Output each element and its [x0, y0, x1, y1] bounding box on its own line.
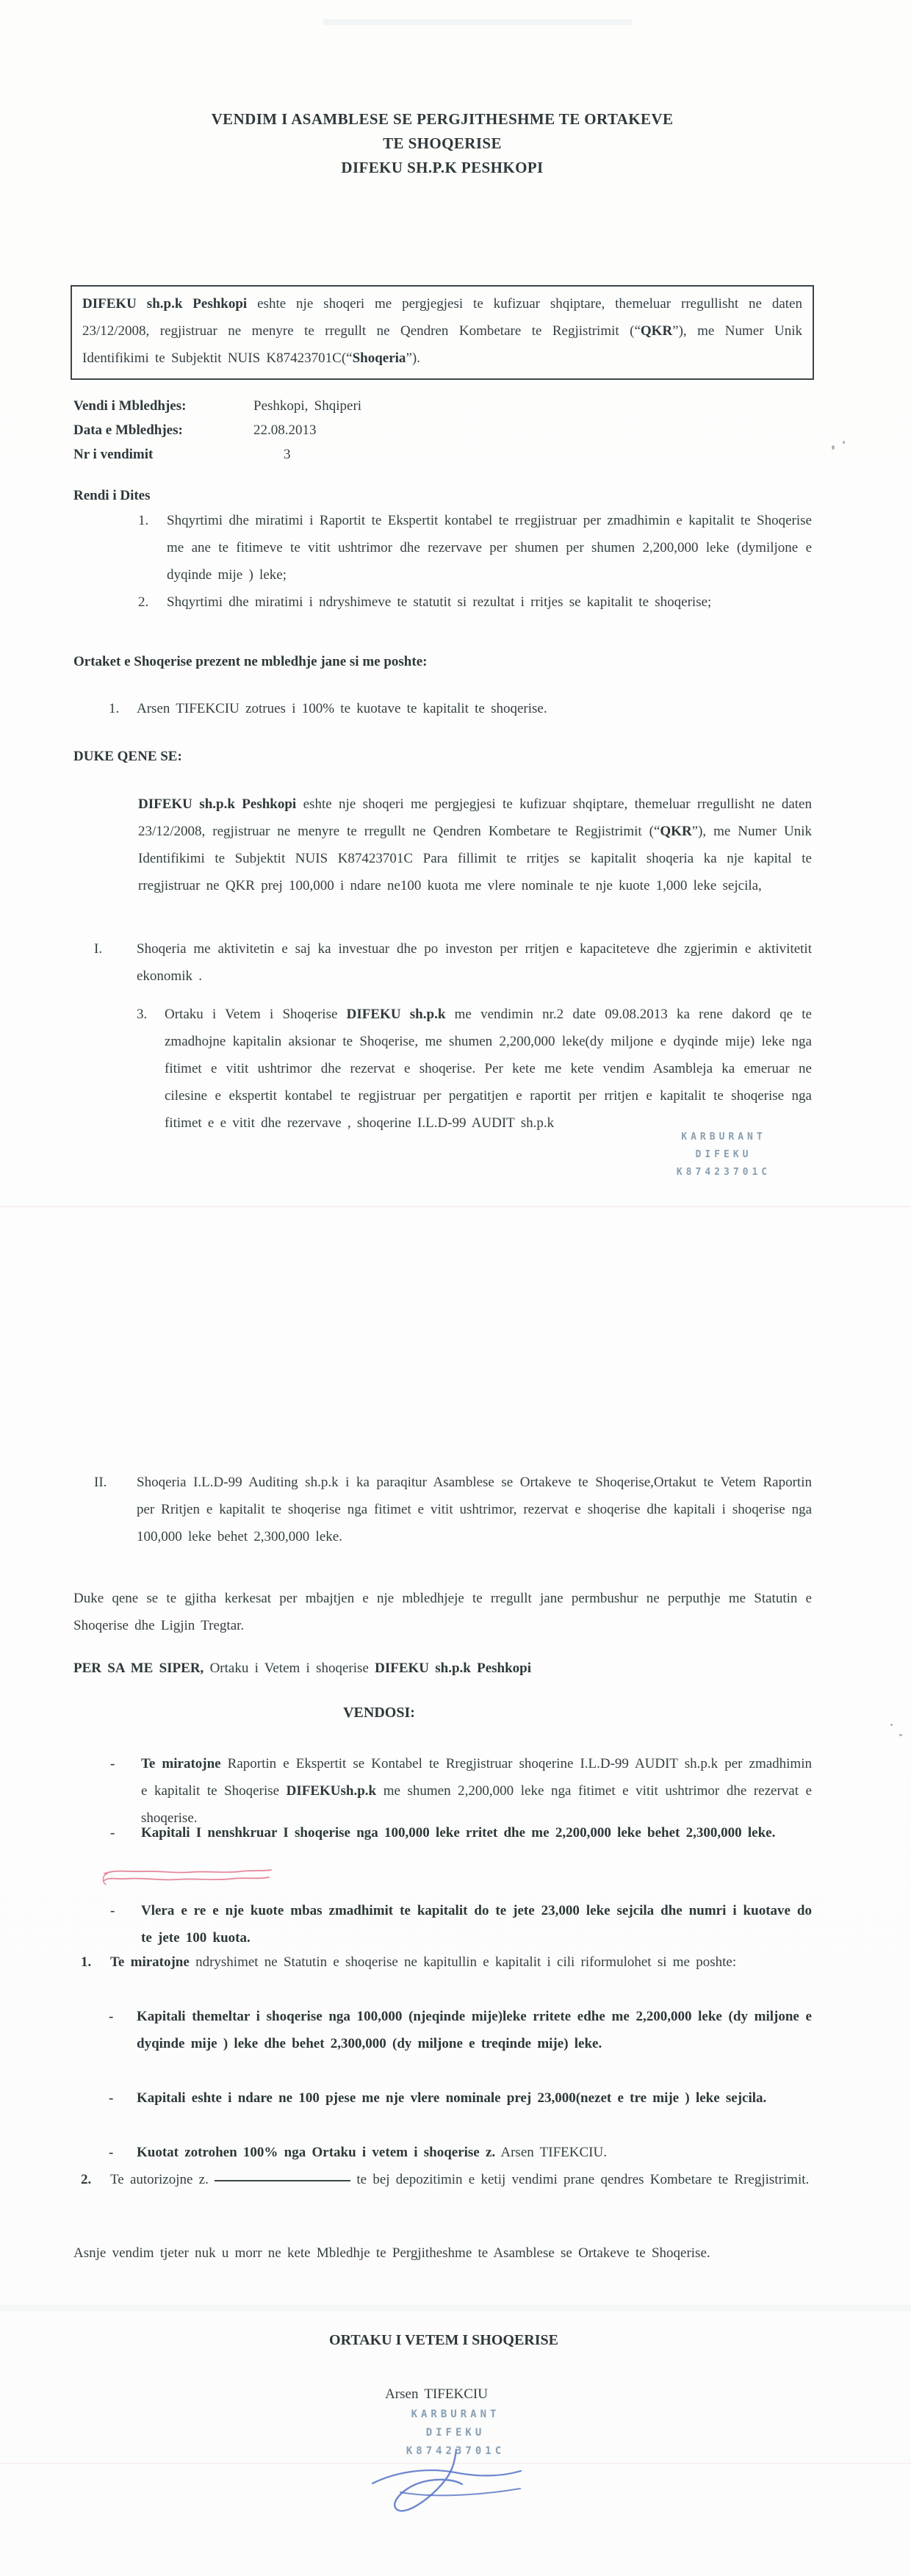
signatory-role-heading: ORTAKU I VETEM I SHOQERISE	[329, 2332, 558, 2348]
partner-item-number: 1.	[109, 701, 120, 716]
partners-heading: Ortaket e Shoqerise prezent ne mbledhje jane si me poshte:	[73, 654, 428, 669]
meeting-venue-value: Peshkopi, Shqiperi	[253, 398, 362, 414]
whereas-text-2: ”), me Numer Unik Identifikimi te Subjektit NUIS K87423701C Para fillimit te rritjes se kapitalit shoqeria ka nje kapital te rregjistruar ne QKR prej 100,000 i ndare ne100 kuota me vlere nominale te nje kuote 1,000 leke sejcila,	[138, 824, 813, 893]
meeting-venue-label: Vendi i Mbledhjes:	[73, 398, 187, 414]
whereas-item-3-text	[165, 1001, 812, 1137]
meeting-date-label: Data e Mbledhjes:	[73, 422, 183, 438]
decision-item-3-bullet: -	[110, 1903, 115, 1918]
document-title-line3: DIFEKU SH.P.K PESHKOPI	[341, 159, 544, 176]
meeting-date-value: 22.08.2013	[253, 422, 317, 438]
whereas-item-3-seg1: Ortaku i Vetem i Shoqerise	[165, 1007, 347, 1022]
scan-artifact-band	[0, 2305, 911, 2311]
whereas-item-3	[137, 1001, 812, 1137]
partner-item-text: Arsen TIFEKCIU zotrues i 100% te kuotave te kapitalit te shoqerise.	[137, 701, 547, 716]
whereas-company-bold: DIFEKU sh.p.k Peshkopi	[138, 796, 297, 812]
authorized-person-blank-line	[215, 2180, 350, 2181]
resolution-intro	[73, 1655, 812, 1682]
decision-item-2-bullet: -	[110, 1825, 115, 1841]
scan-speck	[832, 445, 835, 450]
whereas-qkr-bold: QKR	[660, 824, 692, 839]
qkr-abbrev-bold: QKR	[640, 323, 673, 339]
company-name-bold: DIFEKU sh.p.k Peshkopi	[82, 296, 248, 312]
vendosi-heading: VENDOSI:	[343, 1705, 415, 1721]
decision-n1-bold-lead: Te miratojne	[110, 1954, 190, 1970]
stamp-bottom-line-nuis: K87423701C	[406, 2445, 505, 2457]
intro-text-3: ”).	[406, 350, 420, 366]
agenda-item-2	[138, 589, 812, 616]
whereas-item-II-text: Shoqeria I.L.D-99 Auditing sh.p.k i ka paraqitur Asamblese se Ortakeve te Shoqerise,Ortakut te Vetem Raportin per Rritjen e kapitalit te shoqerise nga fitimet e vitit ushtrimor, rezervat e shoqerise dhe kapitali i shoqerise nga 100,000 leke behet 2,300,000 leke.	[137, 1475, 812, 1544]
document-title	[71, 107, 814, 180]
persa-bold: PER SA ME SIPER,	[73, 1661, 204, 1676]
shoqeria-bold: Shoqeria	[352, 350, 406, 366]
whereas-paragraph	[138, 791, 812, 899]
decision-numbered-1	[81, 1949, 812, 1976]
document-title-line2: TE SHOQERISE	[383, 134, 502, 152]
stamp-bottom-line-karburant: KARBURANT	[411, 2408, 500, 2420]
document-title-line1: VENDIM I ASAMBLESE SE PERGJITHESHME TE ORTAKEVE	[211, 110, 674, 128]
stamp-line-karburant: KARBURANT	[681, 1132, 766, 1143]
statute-sub-item-1	[109, 2003, 812, 2057]
statute-sub-item-2	[109, 2084, 812, 2112]
decision-item-3-text: Vlera e re e nje kuote mbas zmadhimit te kapitalit do te jete 23,000 leke sejcila dhe numri i kuotave do te jete 100 kuota.	[141, 1903, 812, 1946]
whereas-item-I	[94, 935, 812, 990]
scan-speck	[899, 1734, 902, 1736]
stamp-line-nuis: K87423701C	[676, 1167, 771, 1178]
agenda-item-2-number: 2.	[138, 594, 149, 610]
intro-text-2: ”), me Numer Unik Identifikimi te Subjektit NUIS K87423701C(“	[82, 323, 803, 366]
decision-1-seg1: Raportin e Ekspertit se Kontabel te Rregjistruar shoqerine I.L.D-99 AUDIT sh.p.k per zmadhimin e kapitalit te Shoqerise	[141, 1756, 812, 1799]
statute-sub-item-3	[109, 2139, 812, 2166]
agenda-item-2-text: Shqyrtimi dhe miratimi i ndryshimeve te statutit si rezultat i rritjes se kapitalit te shoqerise;	[167, 594, 712, 610]
persa-text: Ortaku i Vetem i shoqerise	[204, 1661, 375, 1676]
decision-item-2-text: Kapitali I nenshkruar I shoqerise nga 100,000 leke rritet dhe me 2,200,000 leke behet 2,300,000 leke.	[141, 1825, 776, 1841]
stamp-line-difeku: DIFEKU	[695, 1149, 752, 1160]
whereas-text-1: eshte nje shoqeri me pergjegjesi te kufizuar shqiptare, themeluar rregullisht ne daten 23/12/2008, regjistruar ne menyre te rregullt ne Qendren Kombetare te Regjistrimit (“	[138, 796, 812, 839]
statute-sub-item-3-bullet: -	[109, 2145, 114, 2160]
decision-item-2	[110, 1819, 812, 1846]
decision-1-bold-lead: Te miratojne	[141, 1756, 221, 1771]
decision-numbered-2-text	[110, 2166, 812, 2193]
decision-number-label: Nr i vendimit	[73, 447, 154, 462]
company-intro-box	[71, 285, 814, 380]
scan-speck	[843, 441, 845, 444]
scan-artifact-line	[0, 1206, 911, 1207]
whereas-item-II-number: II.	[94, 1475, 107, 1490]
whereas-item-II	[94, 1469, 812, 1550]
whereas-item-3-seg2: me vendimin nr.2 date 09.08.2013 ka rene dakord qe te zmadhojne kapitalin aksionar te Shoqerise, me shumen 2,200,000 leke(dy miljone e dyqinde mije) leke nga fitimet e vitit ushtrimor dhe rezervat e shoqerise. Per kete me kete vendim Asambleja ka emeruar ne cilesine e ekspertit kontabel te regjistruar per pergatitjen e raportit per rritjen e kapitalit te shoqerise nga fitimet e e vitit dhe rezervave , shoqerine I.L.D-99 AUDIT sh.p.k	[165, 1007, 812, 1131]
decision-number-value: 3	[284, 447, 291, 462]
agenda-item-1-number: 1.	[138, 513, 149, 528]
statute-sub-3-bold: Kuotat zotrohen 100% nga Ortaku i vetem i shoqerise z.	[137, 2145, 496, 2160]
whereas-heading: DUKE QENE SE:	[73, 749, 182, 764]
whereas-item-I-text: Shoqeria me aktivitetin e saj ka investuar dhe po investon per rritjen e kapaciteteve dhe zgjerimin e aktivitetit ekonomik .	[137, 941, 812, 984]
scan-speck	[890, 1724, 893, 1726]
whereas-item-I-number: I.	[94, 941, 103, 957]
decision-1-company-bold: DIFEKUsh.p.k	[286, 1783, 377, 1799]
whereas-item-3-number: 3.	[137, 1007, 148, 1022]
handwritten-signature	[370, 2447, 524, 2529]
agenda-item-1	[138, 507, 812, 589]
scan-artifact-band	[323, 19, 632, 25]
decision-n2-seg2: te bej depozitimin e ketij vendimi prane qendres Kombetare te Rregjistrimit.	[350, 2172, 810, 2187]
statute-sub-item-2-text: Kapitali eshte i ndare ne 100 pjese me nje vlere nominale prej 23,000(nezet e tre mije ) leke sejcila.	[137, 2090, 767, 2106]
decision-numbered-2	[81, 2166, 812, 2193]
company-stamp-mid	[654, 1129, 793, 1181]
decision-numbered-1-number: 1.	[81, 1954, 92, 1970]
closing-note: Asnje vendim tjeter nuk u morr ne kete Mbledhje te Pergjitheshme te Asamblese se Ortakeve te Shoqerise.	[73, 2245, 710, 2261]
decision-n1-seg: ndryshimet ne Statutin e shoqerise ne kapitullin e kapitalit i cili riformulohet si me poshte:	[189, 1954, 737, 1970]
stamp-bottom-line-difeku: DIFEKU	[425, 2427, 486, 2439]
decision-numbered-2-number: 2.	[81, 2172, 92, 2187]
scan-artifact-line	[0, 2463, 911, 2464]
statute-sub-item-2-bullet: -	[109, 2090, 114, 2106]
emphasis-scribble	[101, 1865, 274, 1888]
partner-item	[109, 695, 812, 722]
decision-1-seg2: me shumen 2,200,000 leke nga fitimet e vitit ushtrimor dhe rezervat e shoqerise.	[141, 1783, 812, 1826]
persa-company-bold: DIFEKU sh.p.k Peshkopi	[375, 1661, 531, 1676]
statute-sub-item-1-bullet: -	[109, 2009, 114, 2024]
decision-item-3	[110, 1897, 812, 1951]
signatory-name: Arsen TIFEKCIU	[385, 2386, 488, 2402]
decision-n2-seg1: Te autorizojne z.	[110, 2172, 215, 2187]
statute-sub-3-name: Arsen TIFEKCIU.	[495, 2145, 607, 2160]
agenda-item-1-text: Shqyrtimi dhe miratimi i Raportit te Ekspertit kontabel te rregjistruar per zmadhimin e kapitalit te Shoqerise me ane te fitimeve te vitit ushtrimor dhe rezervave per shumen per shumen 2,200,000 leke (dymiljone e dyqinde mije ) leke;	[167, 513, 812, 583]
decision-item-1-bullet: -	[110, 1756, 115, 1771]
whereas-closing-paragraph: Duke qene se te gjitha kerkesat per mbajtjen e nje mbledhjeje te rregullt jane permbushur ne perputhje me Statutin e Shoqerise dhe Ligjin Tregtar.	[73, 1591, 812, 1633]
intro-text-1: eshte nje shoqeri me pergjegjesi te kufizuar shqiptare, themeluar rregullisht ne daten 23/12/2008, regjistruar ne menyre te rregullt ne Qendren Kombetare te Regjistrimit (“	[82, 296, 802, 339]
statute-sub-item-3-text	[137, 2139, 812, 2166]
agenda-heading: Rendi i Dites	[73, 488, 151, 503]
decision-numbered-1-text	[110, 1949, 812, 1976]
statute-sub-item-1-text: Kapitali themeltar i shoqerise nga 100,000 (njeqinde mije)leke rritete edhe me 2,200,000 leke (dy miljone e dyqinde mije ) leke dhe behet 2,300,000 (dy miljone e treqinde mije) leke.	[137, 2009, 812, 2051]
whereas-item-3-company-bold: DIFEKU sh.p.k	[346, 1007, 446, 1022]
